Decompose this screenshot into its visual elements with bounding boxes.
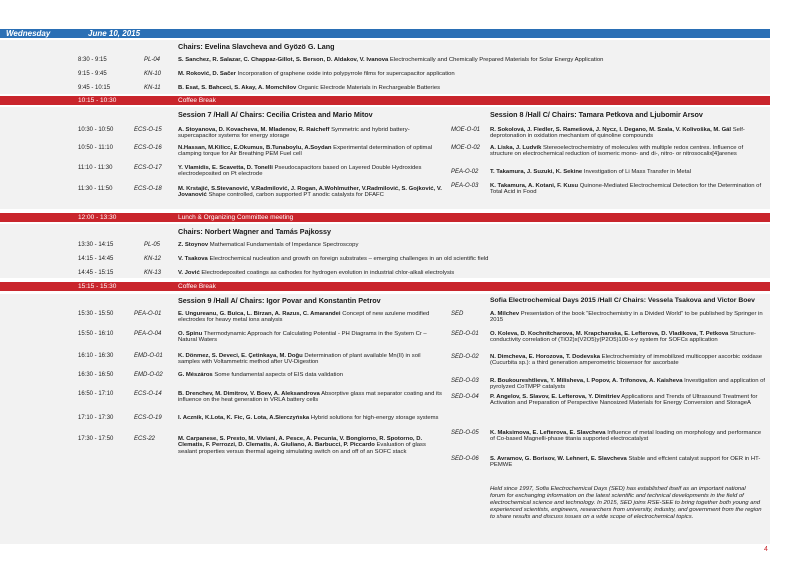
talk-title: Stereoelectrochemistry of molecules with multiple redox centres. Influence of structure on electrochemical reduction of isomeric mono- and di-, nitro- or nitrosocalix[4]arenes <box>490 144 744 158</box>
talk-title: Applications and Trends of Ultrasound Treatment for Activation and Preparation of Perspective Nanosized Materials for Energy Conversion and StorageA <box>490 393 758 407</box>
talk-time: 15:30 - 15:50 <box>78 311 114 317</box>
break-label: Lunch & Organizing Committee meeting <box>178 214 294 221</box>
talk-code: KN-12 <box>144 256 162 262</box>
talk-entry <box>178 372 443 386</box>
talk-authors: V. Tsakova <box>178 255 208 262</box>
break-time: 10:15 - 10:30 <box>78 97 117 104</box>
session9-title: Session 9 /Hall A/ Chairs: Igor Povar and Konstantin Petrov <box>178 296 381 305</box>
talk-title: Mathematical Fundamentals of Impedance Spectroscopy <box>209 241 359 248</box>
talk-authors: A. Liska, J. Ludvík <box>490 144 542 151</box>
talk-entry <box>490 169 765 181</box>
talk-authors: I. Acznik, K.Lota, K. Fic, G. Lota, A.Sierczyńska <box>178 414 310 421</box>
talk-authors: B. Drenchev, M. Dimitrov, V. Boev, A. Aleksandrova <box>178 390 320 397</box>
talk-authors: M. Krstajić, S.Stevanović, V.Radmilović, J. Rogan, A.Wohlmuther, V.Radmilović, S. Gojković, V. Jovanović <box>178 185 442 199</box>
talk-entry <box>178 391 443 411</box>
talk-title: Pseudocapacitors based on Layered Double Hydroxides electrodeposited on Pt electrode <box>178 164 422 178</box>
talk-code: PEA-O-03 <box>451 183 479 189</box>
talk-code: MOE-O-01 <box>451 127 481 133</box>
talk-authors: A. Stoyanova, D. Kovacheva, M. Mladenov, R. Raicheff <box>178 126 330 133</box>
talk-entry <box>178 71 768 79</box>
talk-entry <box>178 436 443 470</box>
talk-code: PL-05 <box>144 242 161 248</box>
talk-title: Shape controlled, carbon supported PT anodic catalysts for DFAFC <box>208 192 384 199</box>
talk-code: SED-O-04 <box>451 394 479 400</box>
session7-title: Session 7 /Hall A/ Chairs: Cecilia Cristea and Mario Mitov <box>178 110 373 119</box>
coffee-break-2 <box>0 282 770 291</box>
talk-time: 15:50 - 16:10 <box>78 331 114 337</box>
talk-time: 16:30 - 16:50 <box>78 372 114 378</box>
talk-title: Stable and effcient catalyst support for OER in HT-PEMWE <box>490 455 761 469</box>
talk-authors: R. Sokolová, J. Fiedler, Š. Ramešová, J. Nycz, I. Degano, M. Szala, V. Kolivoška, M. Gál <box>490 126 732 133</box>
talk-entry <box>178 85 768 93</box>
talk-entry <box>178 186 443 208</box>
talk-code: ECS-O-18 <box>134 186 162 192</box>
talk-authors: M. Roković, D. Sačer <box>178 70 236 77</box>
break-label: Coffee Break <box>178 97 216 104</box>
talk-time: 10:50 - 11:10 <box>78 145 113 151</box>
talk-code: ECS-O-15 <box>134 127 162 133</box>
talk-code: ECS-22 <box>134 436 156 442</box>
talk-code: KN-10 <box>144 71 162 77</box>
talk-title: Hybrid solutions for high-energy storage systems <box>310 414 439 421</box>
talk-code: MOE-O-02 <box>451 145 481 151</box>
talk-authors: Z. Stoynov <box>178 241 209 248</box>
talk-title: Thermodynamic Approach for Calculating Potential - PH Diagrams in the System Cr – Natural Waters <box>178 330 427 344</box>
talk-authors: T. Takamura, J. Suzuki, K. Sekine <box>490 168 583 175</box>
talk-time: 14:45 - 15:15 <box>78 270 114 276</box>
talk-code: EMD-O-02 <box>134 372 163 378</box>
talk-entry <box>490 430 765 450</box>
talk-code: SED-O-06 <box>451 456 479 462</box>
talk-title: Evaluation of glass sealant properties versus thermal ageing simulating switch on and off of an SOFC stack <box>178 442 426 456</box>
talk-time: 10:30 - 10:50 <box>78 127 114 133</box>
talk-code: ECS-O-14 <box>134 391 162 397</box>
talk-entry <box>490 331 765 349</box>
page-number: 4 <box>764 546 768 553</box>
afternoon-chairs: Chairs: Norbert Wagner and Tamás Pajkossy <box>178 227 331 236</box>
talk-time: 17:30 - 17:50 <box>78 436 114 442</box>
talk-authors: O. Koleva, D. Kochnitcharova, M. Krapchanska, E. Lefterova, D. Vladikova, T. Petkova <box>490 330 729 337</box>
sed-description: Held since 1997, Sofia Electrochemical Days (SED) has established itself as an important national forum for exchanging information on the latest scientific and technical developments in the field of electrochemical science and technology. In 2015, SED joins RSE-SEE to bring together both young and experienced scientists, engineers, researchers from university, industry, and government from the region to share results and discuss issues on a wide scope of electrochemical topics. <box>490 486 762 520</box>
talk-entry <box>178 311 443 327</box>
talk-time: 9:45 - 10:15 <box>78 85 111 91</box>
talk-code: PEA-O-01 <box>134 311 162 317</box>
talk-code: PL-04 <box>144 57 161 63</box>
talk-entry <box>490 378 765 390</box>
talk-title: Experimental determination of optimal clamping torque for Air Breathing PEM Fuel cell <box>178 144 433 158</box>
talk-entry <box>178 331 443 349</box>
talk-code: SED-O-03 <box>451 378 479 384</box>
talk-authors: E. Ungureanu, G. Buica, L. Birzan, A. Razus, C. Amarandei <box>178 310 341 317</box>
talk-title: Electrochemical nucleation and growth on foreign substrates – emerging challenges in an old scientific field <box>209 255 489 262</box>
talk-title: Self-deprotonation in oxidation mechanism of quinoline compounds <box>490 126 745 140</box>
talk-authors: M. Carpanese, S. Presto, M. Viviani, A. Pesce, A. Pecunia, V. Bongiorno, R. Spotorno, D. Clematis, F. Perrozzi, D. Clematis, A. Giuliano, A. Barbucci, P. Piccardo <box>178 435 423 449</box>
talk-entry <box>178 127 443 143</box>
talk-code: SED <box>451 311 464 317</box>
talk-authors: B. Esat, S. Bahceci, S. Akay, A. Momchilov <box>178 84 297 91</box>
date-label: June 10, 2015 <box>88 29 141 38</box>
talk-code: SED-O-01 <box>451 331 479 337</box>
talk-title: Investigation of Li Mass Transfer in Metal <box>583 168 691 175</box>
talk-title: Determination of plant available Mn(II) in soil samples with Voltammetric method after UV-Digestion <box>178 352 421 366</box>
talk-title: Concept of new azulene modified electrodes for heavy metal ions analysis <box>178 310 430 324</box>
talk-authors: P. Angelov, S. Slavov, E. Lefterova, Y. Dimitriev <box>490 393 620 400</box>
talk-time: 8:30 - 9:15 <box>78 57 107 63</box>
talk-entry <box>490 127 765 143</box>
talk-authors: S. Sanchez, R. Salazar, C. Chappaz-Gillot, S. Berson, D. Aldakov, V. Ivanova <box>178 56 389 63</box>
talk-entry <box>178 242 768 250</box>
talk-title: Absorptive glass mat separator coating and its influence on the heat generation in VRLA battery cells <box>178 390 442 404</box>
talk-authors: N. Dimcheva, E. Horozova, T. Dodevska <box>490 353 600 360</box>
sed-title: Sofia Electrochemical Days 2015 /Hall C/ Chairs: Vessela Tsakova and Victor Boev <box>490 297 755 304</box>
talk-entry <box>178 256 768 264</box>
talk-entry <box>178 415 443 431</box>
talk-title: Electrochemically and Chemically Prepared Materials for Solar Energy Application <box>389 56 604 63</box>
talk-title: Incorporation of graphene oxide into polypyrrole films for supercapacitor application <box>237 70 455 77</box>
talk-title: Symmetric and hybrid battery-supercapacitor systems for energy storage <box>178 126 410 140</box>
talk-code: ECS-O-17 <box>134 165 162 171</box>
talk-time: 9:15 - 9:45 <box>78 71 107 77</box>
break-label: Coffee Break <box>178 283 216 290</box>
talk-authors: N.Hassan, M.Kilicc, E.Okumus, B.Tunaboylu, A.Soydan <box>178 144 332 151</box>
talk-code: ECS-O-16 <box>134 145 162 151</box>
talk-authors: K. Takamura, A. Kotani, F. Kusu <box>490 182 579 189</box>
talk-time: 17:10 - 17:30 <box>78 415 114 421</box>
talk-entry <box>490 354 765 374</box>
talk-time: 14:15 - 14:45 <box>78 256 114 262</box>
talk-title: Electrodeposited coatings as cathodes for hydrogen evolution in industrial chlor-alkali electrolysis <box>201 269 455 276</box>
talk-authors: G. Mészáros <box>178 371 213 378</box>
talk-entry <box>178 145 443 163</box>
talk-title: Influence of metal loading on morphology and performance of Co-based Magnelli-phase titania supported electrocatalyst <box>490 429 762 443</box>
talk-authors: K. Maksimova, E. Lefterova, E. Slavcheva <box>490 429 606 436</box>
talk-time: 16:50 - 17:10 <box>78 391 114 397</box>
talk-authors: R. Boukoureshtlieva, Y. Milisheva, I. Popov, A. Trifonova, A. Kaisheva <box>490 377 683 384</box>
talk-code: PEA-O-02 <box>451 169 479 175</box>
talk-entry <box>178 353 443 369</box>
talk-code: KN-11 <box>144 85 161 91</box>
talk-time: 16:10 - 16:30 <box>78 353 114 359</box>
lunch-break <box>0 213 770 222</box>
talk-entry <box>490 456 765 472</box>
talk-code: ECS-O-19 <box>134 415 162 421</box>
talk-authors: A. Milchev <box>490 310 520 317</box>
talk-code: EMD-O-01 <box>134 353 163 359</box>
break-time: 15:15 - 15:30 <box>78 283 117 290</box>
talk-title: Quinone-Mediated Electrochemical Detection for the Determination of Total Acid in Food <box>490 182 762 196</box>
talk-title: Investigation and application of pyrolyzed CoTMPP catalysts <box>490 377 765 390</box>
talk-time: 11:10 - 11:30 <box>78 165 113 171</box>
talk-title: Electrochemistry of immobilized multicopper ascorbic oxidase (Cucurbita sp.): a third generation amperometric biosensor for ascorbate <box>490 353 763 367</box>
talk-entry <box>178 57 768 65</box>
talk-authors: Y. Vlamidis, E. Scavetta, D. Tonelli <box>178 164 273 171</box>
day-label: Wednesday <box>6 29 51 38</box>
talk-time: 13:30 - 14:15 <box>78 242 114 248</box>
talk-entry <box>490 394 765 422</box>
talk-entry <box>490 145 765 167</box>
break-time: 12:00 - 13:30 <box>78 214 117 221</box>
talk-time: 11:30 - 11:50 <box>78 186 113 192</box>
talk-entry <box>490 311 765 327</box>
talk-entry <box>178 165 443 183</box>
talk-authors: O. Spinu <box>178 330 203 337</box>
talk-authors: K. Dönmez, S. Deveci, E. Çetinkaya, M. Doğu <box>178 352 303 359</box>
talk-entry <box>178 270 768 278</box>
talk-code: SED-O-02 <box>451 354 479 360</box>
talk-authors: S. Avramov, G. Borisov, W. Lehnert, E. Slavcheva <box>490 455 627 462</box>
talk-title: Presentation of the book “Electrochemistry in a Divided World” to be published by Springer in 2015 <box>490 310 763 324</box>
talk-code: SED-O-05 <box>451 430 479 436</box>
coffee-break-1 <box>0 96 770 105</box>
day-header <box>0 29 770 38</box>
talk-code: KN-13 <box>144 270 162 276</box>
talk-title: Organic Electrode Materials in Rechargeable Batteries <box>297 84 441 91</box>
talk-entry <box>490 183 765 199</box>
talk-code: PEA-O-04 <box>134 331 162 337</box>
talk-authors: V. Jović <box>178 269 200 276</box>
session8-title: Session 8 /Hall C/ Chairs: Tamara Petkova and Ljubomir Arsov <box>490 110 703 119</box>
talk-title: Structure-conductivity correlation of (TiO2)x(V2O5)y(P2O5)100-x-y system for SOFCs application <box>490 330 756 344</box>
morning-chairs: Chairs: Evelina Slavcheva and Gyözö G. Lang <box>178 42 335 51</box>
talk-title: Some fundamental aspects of EIS data validation <box>214 371 344 378</box>
